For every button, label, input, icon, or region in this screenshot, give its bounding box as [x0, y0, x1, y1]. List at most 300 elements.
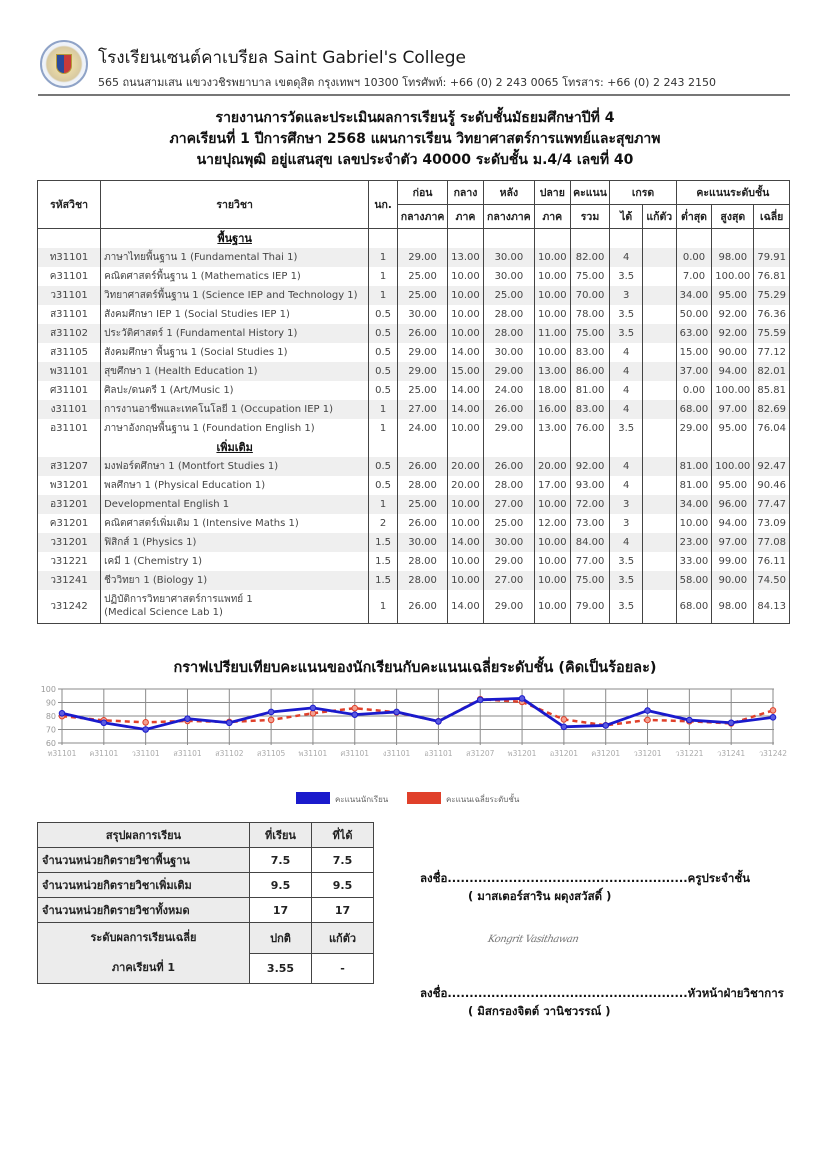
- header-final: ปลาย: [534, 181, 570, 205]
- legend-student-label: คะแนนนักเรียน: [335, 795, 389, 804]
- gpa-normal-value: 3.55: [250, 953, 312, 984]
- subject-name: ฟิสิกส์ 1 (Physics 1): [101, 533, 369, 552]
- credits: 1: [369, 286, 398, 305]
- credits: 0.5: [369, 476, 398, 495]
- score-total: 75.00: [570, 267, 610, 286]
- score-total: 84.00: [570, 533, 610, 552]
- score-total: 75.00: [570, 571, 610, 590]
- summary-row: จำนวนหน่วยกิตรายวิชาเพิ่มเติม 9.5 9.5: [38, 873, 374, 898]
- table-row: [38, 419, 790, 438]
- grade-remedial: [642, 533, 676, 552]
- score-mid: 10.00: [448, 552, 484, 571]
- class-avg: 79.91: [754, 248, 790, 267]
- subject-name: มงฟอร์ตศึกษา 1 (Montfort Studies 1): [101, 457, 369, 476]
- grade-remedial: [642, 419, 676, 438]
- subject-name: คณิตศาสตร์เพิ่มเติม 1 (Intensive Maths 1): [101, 514, 369, 533]
- table-row: [38, 495, 790, 514]
- score-final: 10.00: [534, 248, 570, 267]
- score-after-mid: 28.00: [483, 305, 534, 324]
- score-after-mid: 28.00: [483, 324, 534, 343]
- student-score-line: [62, 698, 773, 729]
- score-after-mid: 29.00: [483, 552, 534, 571]
- x-tick-label: ส31207: [466, 749, 495, 758]
- class-max: 95.00: [712, 419, 754, 438]
- summary-col-earned: ที่ได้: [312, 823, 374, 848]
- score-before-mid: 24.00: [397, 419, 447, 438]
- x-tick-label: อ31101: [424, 749, 453, 758]
- class-min: 37.00: [676, 362, 712, 381]
- class-max: 98.00: [712, 248, 754, 267]
- table-row: [38, 552, 790, 571]
- score-after-mid: 25.00: [483, 514, 534, 533]
- score-total: 75.00: [570, 324, 610, 343]
- x-tick-label: ง31101: [382, 749, 411, 758]
- summary-table: [37, 822, 374, 984]
- credits: 0.5: [369, 362, 398, 381]
- subject-name: สังคมศึกษา IEP 1 (Social Studies IEP 1): [101, 305, 369, 324]
- class-min: 50.00: [676, 305, 712, 324]
- class-avg: 92.47: [754, 457, 790, 476]
- subject-name: สุขศึกษา 1 (Health Education 1): [101, 362, 369, 381]
- summary-header: สรุปผลการเรียน: [38, 823, 250, 848]
- table-row: [38, 286, 790, 305]
- score-after-mid: 30.00: [483, 533, 534, 552]
- grade-remedial: [642, 362, 676, 381]
- class-avg: 84.13: [754, 590, 790, 624]
- score-mid: 14.00: [448, 381, 484, 400]
- school-crest-icon: [40, 40, 88, 88]
- grade: 3: [610, 514, 642, 533]
- class-min: 58.00: [676, 571, 712, 590]
- score-final: 11.00: [534, 324, 570, 343]
- teacher-signature-line: ลงชื่อ.......................................................ครูประจำชั้น: [420, 871, 751, 885]
- score-after-mid: 30.00: [483, 267, 534, 286]
- credits: 0.5: [369, 305, 398, 324]
- header-grade: เกรด: [610, 181, 676, 205]
- score-after-mid: 30.00: [483, 343, 534, 362]
- grade: 3.5: [610, 590, 642, 624]
- table-row: [38, 571, 790, 590]
- class-avg: 76.04: [754, 419, 790, 438]
- header-divider: [38, 94, 790, 96]
- class-avg: 77.08: [754, 533, 790, 552]
- score-mid: 10.00: [448, 267, 484, 286]
- class-max: 99.00: [712, 552, 754, 571]
- credits: 1: [369, 248, 398, 267]
- grade-remedial: [642, 552, 676, 571]
- score-before-mid: 30.00: [397, 305, 447, 324]
- x-tick-label: ว31201: [633, 749, 662, 758]
- table-row: [38, 590, 790, 624]
- table-row: [38, 514, 790, 533]
- score-final: 20.00: [534, 457, 570, 476]
- class-min: 81.00: [676, 476, 712, 495]
- subject-code: ส31105: [38, 343, 101, 362]
- score-after-mid: 29.00: [483, 590, 534, 624]
- class-avg: 73.09: [754, 514, 790, 533]
- grade-remedial: [642, 400, 676, 419]
- grade-remedial: [642, 457, 676, 476]
- score-total: 82.00: [570, 248, 610, 267]
- header-subject: รายวิชา: [101, 181, 369, 229]
- x-tick-label: ว31101: [131, 749, 160, 758]
- grade: 4: [610, 476, 642, 495]
- class-max: 100.00: [712, 457, 754, 476]
- table-row: [38, 267, 790, 286]
- score-after-mid: 27.00: [483, 571, 534, 590]
- score-total: 86.00: [570, 362, 610, 381]
- grade-remedial: [642, 267, 676, 286]
- x-tick-label: ส31102: [215, 749, 244, 758]
- class-avg: 76.11: [754, 552, 790, 571]
- class-max: 98.00: [712, 590, 754, 624]
- x-tick-label: ส31105: [256, 749, 286, 758]
- score-before-mid: 29.00: [397, 362, 447, 381]
- credits: 1.5: [369, 533, 398, 552]
- score-before-mid: 26.00: [397, 457, 447, 476]
- average-score-line: [62, 699, 773, 725]
- score-mid: 10.00: [448, 324, 484, 343]
- class-max: 95.00: [712, 476, 754, 495]
- class-avg: 76.36: [754, 305, 790, 324]
- subject-name: ภาษาไทยพื้นฐาน 1 (Fundamental Thai 1): [101, 248, 369, 267]
- table-row: [38, 476, 790, 495]
- grade-remedial: [642, 305, 676, 324]
- class-avg: 77.12: [754, 343, 790, 362]
- comparison-line-chart: [0, 680, 830, 810]
- class-max: 94.00: [712, 514, 754, 533]
- summary-row: จำนวนหน่วยกิตรายวิชาพื้นฐาน 7.5 7.5: [38, 848, 374, 873]
- grades-table: [37, 180, 790, 624]
- score-final: 12.00: [534, 514, 570, 533]
- section-label-additional: เพิ่มเติม: [101, 438, 369, 457]
- subject-code: อ31201: [38, 495, 101, 514]
- subject-name: ศิลปะ/ดนตรี 1 (Art/Music 1): [101, 381, 369, 400]
- section-label-basic: พื้นฐาน: [101, 229, 369, 248]
- header-before-mid-2: กลางภาค: [397, 205, 447, 229]
- grade-remedial: [642, 343, 676, 362]
- credits: 1: [369, 590, 398, 624]
- score-mid: 10.00: [448, 305, 484, 324]
- score-total: 81.00: [570, 381, 610, 400]
- teacher-name: ( มาสเตอร์สาริน ผดุงสวัสดิ์ ): [468, 889, 612, 903]
- score-total: 83.00: [570, 343, 610, 362]
- score-before-mid: 27.00: [397, 400, 447, 419]
- table-row: [38, 343, 790, 362]
- header-before-mid: ก่อน: [397, 181, 447, 205]
- grade: 3: [610, 495, 642, 514]
- score-after-mid: 28.00: [483, 476, 534, 495]
- subject-code: พ31201: [38, 476, 101, 495]
- score-total: 77.00: [570, 552, 610, 571]
- score-final: 13.00: [534, 419, 570, 438]
- credits: 1: [369, 400, 398, 419]
- class-max: 92.00: [712, 305, 754, 324]
- school-header: [38, 38, 793, 94]
- school-name: โรงเรียนเซนต์คาเบรียล Saint Gabriel's College: [98, 48, 466, 68]
- class-max: 95.00: [712, 286, 754, 305]
- score-final: 16.00: [534, 400, 570, 419]
- header-credits: นก.: [369, 181, 398, 229]
- score-mid: 10.00: [448, 514, 484, 533]
- grade: 3.5: [610, 324, 642, 343]
- score-total: 76.00: [570, 419, 610, 438]
- grade-remedial: [642, 590, 676, 624]
- score-before-mid: 29.00: [397, 343, 447, 362]
- score-final: 10.00: [534, 343, 570, 362]
- score-final: 17.00: [534, 476, 570, 495]
- header-total-2: รวม: [570, 205, 610, 229]
- class-max: 100.00: [712, 381, 754, 400]
- score-mid: 20.00: [448, 457, 484, 476]
- class-max: 92.00: [712, 324, 754, 343]
- grade: 3.5: [610, 267, 642, 286]
- x-tick-label: อ31201: [549, 749, 579, 758]
- grade: 4: [610, 343, 642, 362]
- subject-code: ค31201: [38, 514, 101, 533]
- class-min: 15.00: [676, 343, 712, 362]
- x-tick-label: พ31201: [507, 749, 537, 758]
- score-final: 10.00: [534, 552, 570, 571]
- grade: 3.5: [610, 552, 642, 571]
- score-after-mid: 26.00: [483, 457, 534, 476]
- grade-remedial: [642, 381, 676, 400]
- score-final: 13.00: [534, 362, 570, 381]
- table-row: [38, 362, 790, 381]
- score-before-mid: 26.00: [397, 514, 447, 533]
- subject-code: ว31101: [38, 286, 101, 305]
- legend-average-swatch: [407, 792, 441, 804]
- table-row: [38, 324, 790, 343]
- score-final: 10.00: [534, 495, 570, 514]
- subject-code: ง31101: [38, 400, 101, 419]
- class-max: 90.00: [712, 343, 754, 362]
- subject-code: ส31102: [38, 324, 101, 343]
- subject-code: ว31241: [38, 571, 101, 590]
- credits: 0.5: [369, 343, 398, 362]
- class-min: 63.00: [676, 324, 712, 343]
- table-row: [38, 457, 790, 476]
- class-max: 97.00: [712, 400, 754, 419]
- class-min: 0.00: [676, 381, 712, 400]
- subject-code: ว31221: [38, 552, 101, 571]
- score-total: 83.00: [570, 400, 610, 419]
- class-avg: 75.29: [754, 286, 790, 305]
- score-final: 10.00: [534, 571, 570, 590]
- score-mid: 10.00: [448, 419, 484, 438]
- subject-name: ประวัติศาสตร์ 1 (Fundamental History 1): [101, 324, 369, 343]
- x-tick-label: ค31201: [591, 749, 621, 758]
- header-class-scores: คะแนนระดับชั้น: [676, 181, 789, 205]
- class-max: 90.00: [712, 571, 754, 590]
- class-max: 96.00: [712, 495, 754, 514]
- score-total: 73.00: [570, 514, 610, 533]
- handwritten-signature: Kongrit Vasithawan: [486, 934, 580, 945]
- academic-head-name: ( มิสกรองจิตต์ วานิชวรรณ์ ): [468, 1004, 611, 1018]
- y-tick-label: 90: [45, 698, 56, 708]
- section-row-basic: [38, 229, 790, 248]
- table-row: [38, 533, 790, 552]
- score-before-mid: 26.00: [397, 590, 447, 624]
- credits: 0.5: [369, 457, 398, 476]
- score-mid: 15.00: [448, 362, 484, 381]
- grade: 4: [610, 381, 642, 400]
- y-tick-label: 80: [45, 712, 56, 721]
- subject-code: ท31101: [38, 248, 101, 267]
- class-max: 97.00: [712, 533, 754, 552]
- grade: 3.5: [610, 571, 642, 590]
- y-tick-label: 100: [40, 685, 56, 694]
- grade: 3.5: [610, 419, 642, 438]
- score-after-mid: 25.00: [483, 286, 534, 305]
- subject-name: การงานอาชีพและเทคโนโลยี 1 (Occupation IEP 1): [101, 400, 369, 419]
- summary-col-enrolled: ที่เรียน: [250, 823, 312, 848]
- credits: 1.5: [369, 552, 398, 571]
- score-after-mid: 29.00: [483, 362, 534, 381]
- header-final-2: ภาค: [534, 205, 570, 229]
- x-tick-label: ว31242: [758, 749, 788, 758]
- report-title: [0, 108, 830, 171]
- header-mid-2: ภาค: [448, 205, 484, 229]
- score-final: 18.00: [534, 381, 570, 400]
- class-min: 81.00: [676, 457, 712, 476]
- score-before-mid: 29.00: [397, 248, 447, 267]
- score-before-mid: 28.00: [397, 476, 447, 495]
- class-min: 68.00: [676, 400, 712, 419]
- subject-name: พลศึกษา 1 (Physical Education 1): [101, 476, 369, 495]
- x-tick-label: พ31101: [298, 749, 328, 758]
- x-tick-label: ว31221: [675, 749, 704, 758]
- score-before-mid: 28.00: [397, 552, 447, 571]
- grade-remedial: [642, 324, 676, 343]
- score-after-mid: 29.00: [483, 419, 534, 438]
- score-before-mid: 25.00: [397, 495, 447, 514]
- x-tick-label: ท31101: [47, 749, 77, 758]
- subject-code: ส31101: [38, 305, 101, 324]
- score-after-mid: 27.00: [483, 495, 534, 514]
- class-avg: 90.46: [754, 476, 790, 495]
- score-before-mid: 25.00: [397, 286, 447, 305]
- grade: 3.5: [610, 305, 642, 324]
- score-before-mid: 26.00: [397, 324, 447, 343]
- score-mid: 14.00: [448, 343, 484, 362]
- score-after-mid: 30.00: [483, 248, 534, 267]
- subject-code: ค31101: [38, 267, 101, 286]
- grade: 3: [610, 286, 642, 305]
- score-mid: 10.00: [448, 286, 484, 305]
- class-avg: 75.59: [754, 324, 790, 343]
- class-avg: 82.01: [754, 362, 790, 381]
- grade: 4: [610, 248, 642, 267]
- header-after-mid: หลัง: [483, 181, 534, 205]
- score-before-mid: 28.00: [397, 571, 447, 590]
- class-min: 29.00: [676, 419, 712, 438]
- subject-name: เคมี 1 (Chemistry 1): [101, 552, 369, 571]
- y-tick-label: 60: [45, 739, 56, 748]
- section-row-additional: [38, 438, 790, 457]
- legend-average-label: คะแนนเฉลี่ยระดับชั้น: [446, 795, 520, 804]
- subject-name: วิทยาศาสตร์พื้นฐาน 1 (Science IEP and Technology 1): [101, 286, 369, 305]
- header-after-mid-2: กลางภาค: [483, 205, 534, 229]
- grade-remedial: [642, 514, 676, 533]
- class-avg: 77.47: [754, 495, 790, 514]
- credits: 2: [369, 514, 398, 533]
- summary-row: จำนวนหน่วยกิตรายวิชาทั้งหมด 17 17: [38, 898, 374, 923]
- credits: 0.5: [369, 324, 398, 343]
- header-total: คะแนน: [570, 181, 610, 205]
- table-row: [38, 248, 790, 267]
- score-final: 10.00: [534, 533, 570, 552]
- grade-remedial: [642, 495, 676, 514]
- subject-code: อ31101: [38, 419, 101, 438]
- subject-code: ว31201: [38, 533, 101, 552]
- class-min: 34.00: [676, 286, 712, 305]
- score-before-mid: 25.00: [397, 267, 447, 286]
- subject-name: Developmental English 1: [101, 495, 369, 514]
- grade: 4: [610, 362, 642, 381]
- header-avg: เฉลี่ย: [754, 205, 790, 229]
- grade-remedial: [642, 476, 676, 495]
- subject-name: ภาษาอังกฤษพื้นฐาน 1 (Foundation English 1): [101, 419, 369, 438]
- score-total: 92.00: [570, 457, 610, 476]
- score-final: 10.00: [534, 286, 570, 305]
- score-before-mid: 30.00: [397, 533, 447, 552]
- credits: 0.5: [369, 381, 398, 400]
- score-mid: 20.00: [448, 476, 484, 495]
- gpa-remedial-value: -: [312, 953, 374, 984]
- score-final: 10.00: [534, 267, 570, 286]
- score-after-mid: 24.00: [483, 381, 534, 400]
- subject-code: ว31242: [38, 590, 101, 624]
- table-row: [38, 305, 790, 324]
- x-tick-label: ส31101: [173, 749, 202, 758]
- grade-remedial: [642, 571, 676, 590]
- score-mid: 13.00: [448, 248, 484, 267]
- score-before-mid: 25.00: [397, 381, 447, 400]
- score-mid: 10.00: [448, 495, 484, 514]
- subject-code: พ31101: [38, 362, 101, 381]
- score-total: 72.00: [570, 495, 610, 514]
- score-final: 10.00: [534, 305, 570, 324]
- legend-student-swatch: [296, 792, 330, 804]
- grade: 4: [610, 400, 642, 419]
- header-min: ต่ำสุด: [676, 205, 712, 229]
- subject-code: ศ31101: [38, 381, 101, 400]
- table-row: [38, 381, 790, 400]
- class-avg: 74.50: [754, 571, 790, 590]
- score-total: 70.00: [570, 286, 610, 305]
- score-mid: 10.00: [448, 571, 484, 590]
- x-tick-label: ศ31101: [340, 749, 370, 758]
- score-total: 79.00: [570, 590, 610, 624]
- score-mid: 14.00: [448, 533, 484, 552]
- grade-remedial: [642, 248, 676, 267]
- table-row: [38, 400, 790, 419]
- class-max: 94.00: [712, 362, 754, 381]
- student-info-line: นายปุณพุฒิ อยู่แสนสุข เลขประจำตัว 40000 ระดับชั้น ม.4/4 เลขที่ 40: [196, 152, 634, 168]
- header-mid: กลาง: [448, 181, 484, 205]
- grade-remedial: [642, 286, 676, 305]
- class-min: 7.00: [676, 267, 712, 286]
- score-after-mid: 26.00: [483, 400, 534, 419]
- academic-head-signature-line: ลงชื่อ.......................................................หัวหน้าฝ่ายวิชาการ: [420, 986, 784, 1000]
- x-tick-label: ว31241: [717, 749, 746, 758]
- x-tick-label: ค31101: [89, 749, 119, 758]
- subject-name: ชีววิทยา 1 (Biology 1): [101, 571, 369, 590]
- subject-name: คณิตศาสตร์พื้นฐาน 1 (Mathematics IEP 1): [101, 267, 369, 286]
- header-code: รหัสวิชา: [38, 181, 101, 229]
- credits: 1: [369, 267, 398, 286]
